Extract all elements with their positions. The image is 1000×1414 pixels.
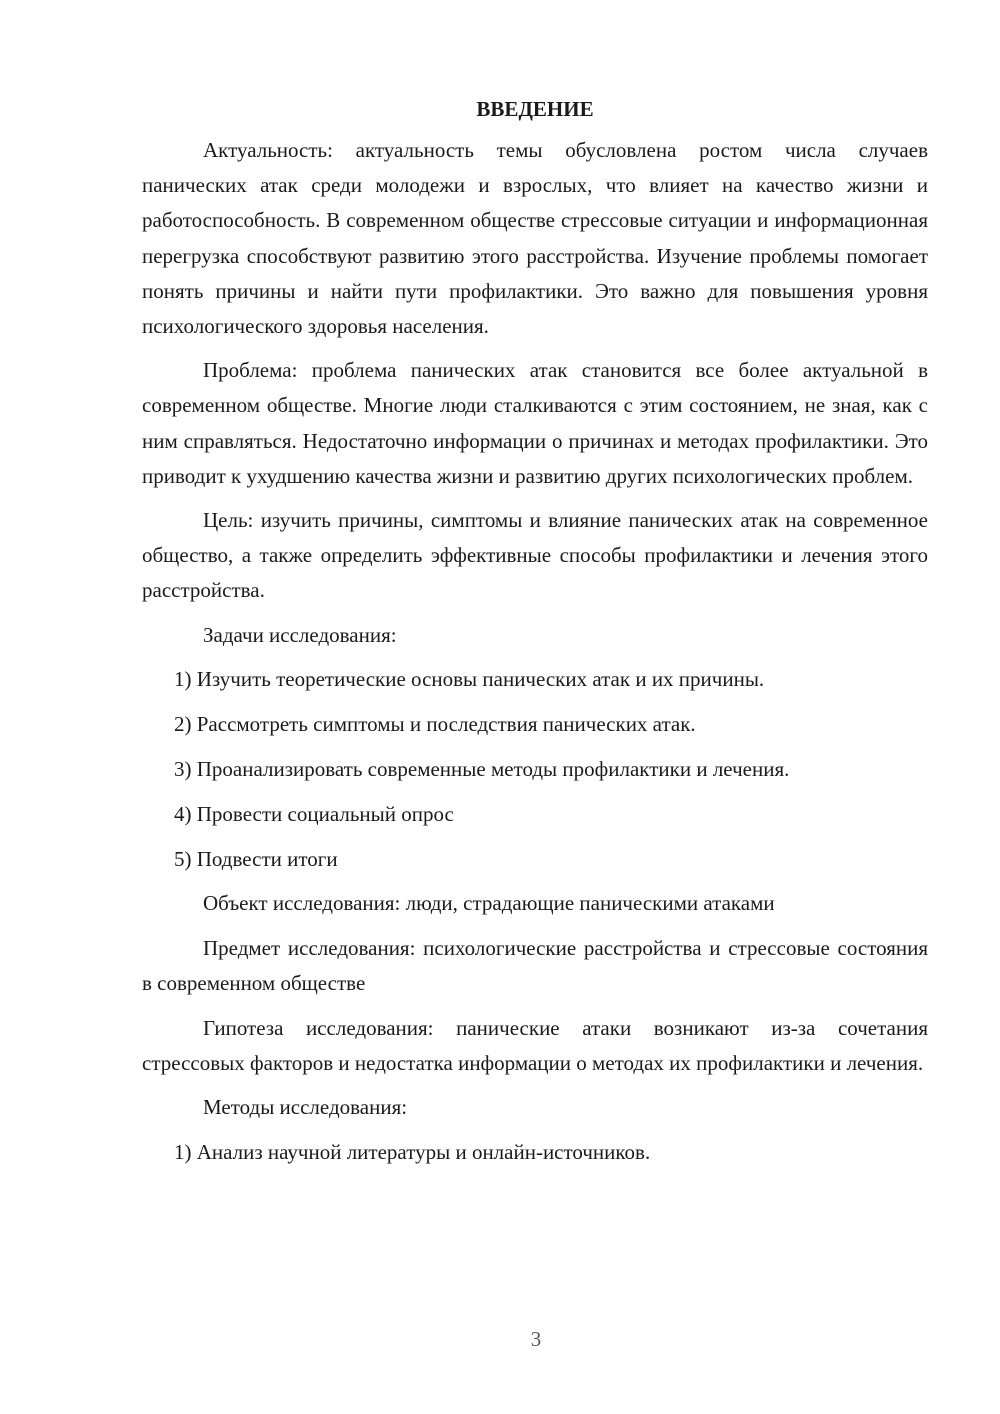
methods-title: Методы исследования: xyxy=(203,1095,408,1120)
page-title: ВВЕДЕНИЕ xyxy=(476,97,594,121)
page-number: 3 xyxy=(530,1327,542,1351)
list-item: 1) Анализ научной литературы и онлайн-источников. xyxy=(174,1139,651,1164)
object-line: Объект исследования: люди, страдающие паническими атаками xyxy=(203,891,775,916)
problem-paragraph: Проблема: проблема панических атак становится все более актуальной в современном обществе. Многие люди сталкиваются с этим состоянием, не зная, как с ним справляться. Недостаточно информации о причинах и методах профилактики. Это приводит к ухудшению качества жизни и развитию других психологических проблем. xyxy=(142,358,928,488)
relevance-paragraph: Актуальность: актуальность темы обусловлена ростом числа случаев панических атак среди молодежи и взрослых, что влияет на качество жизни и работоспособность. В современном обществе стрессовые ситуации и информационная перегрузка способствуют развитию этого расстройства. Изучение проблемы помогает понять причины и найти пути профилактики. Это важно для повышения уровня психологического здоровья населения. xyxy=(142,138,928,339)
list-item: 5) Подвести итоги xyxy=(174,846,338,871)
methods-list xyxy=(142,1135,928,1170)
hypothesis-paragraph: Гипотеза исследования: панические атаки возникают из-за сочетания стрессовых факторов и недостатка информации о методах их профилактики и лечения. xyxy=(142,1015,928,1075)
list-item: 3) Проанализировать современные методы профилактики и лечения. xyxy=(174,757,790,782)
subject-paragraph: Предмет исследования: психологические расстройства и стрессовые состояния в современном обществе xyxy=(142,936,928,996)
list-item: 4) Провести социальный опрос xyxy=(174,801,454,826)
list-item: 1) Изучить теоретические основы панических атак и их причины. xyxy=(174,667,765,692)
list-item: 2) Рассмотреть симптомы и последствия панических атак. xyxy=(174,712,696,737)
tasks-list xyxy=(142,662,928,876)
tasks-title: Задачи исследования: xyxy=(203,622,397,647)
goal-paragraph: Цель: изучить причины, симптомы и влияние панических атак на современное общество, а также определить эффективные способы профилактики и лечения этого расстройства. xyxy=(142,508,928,603)
document-page xyxy=(142,92,928,1180)
